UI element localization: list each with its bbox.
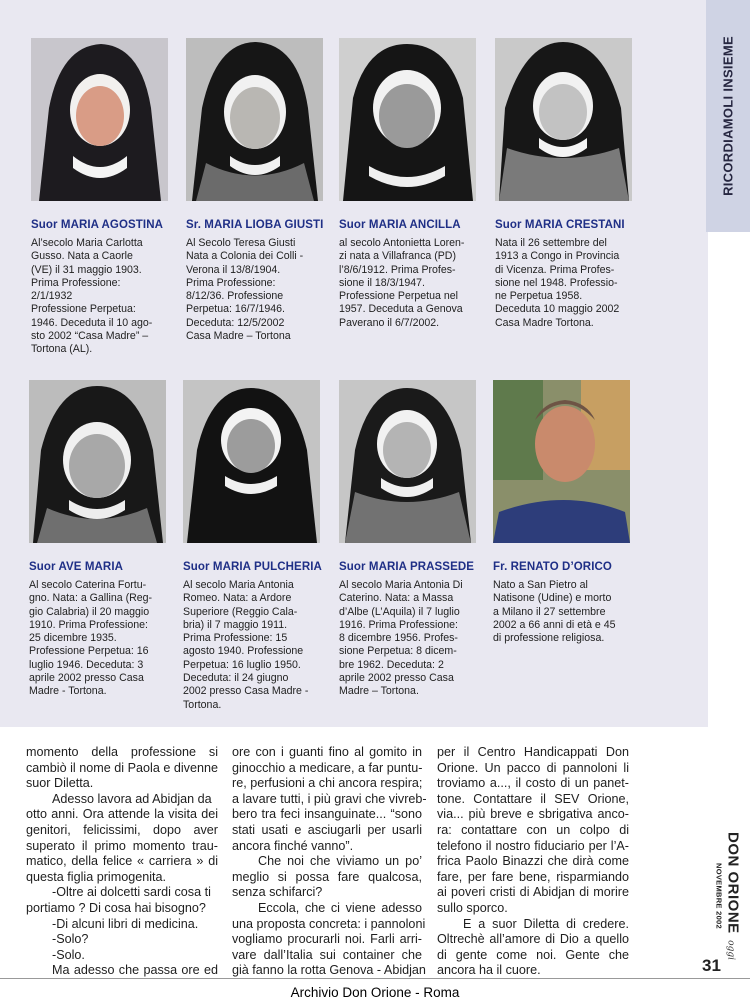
bio-line: d’Albe (L’Aquila) il 7 luglio (339, 605, 460, 618)
bio-line: luglio 1946. Deceduta: 3 (29, 658, 144, 671)
sister-bio-6 (183, 579, 308, 712)
bio-line: al secolo Antonietta Loren- (339, 237, 465, 249)
portrait-nun-4 (495, 38, 632, 201)
article-line: fare, per fare bene, risparmiando (437, 869, 629, 884)
bio-line: Nata a Colonia dei Colli - (186, 250, 304, 263)
bio-line: agosto 1940. Professione (183, 645, 304, 658)
article-line: di gente come noi. Gente che (437, 947, 629, 962)
bio-line: 2002 presso Casa Madre - (183, 685, 309, 698)
bio-line: Al Secolo Teresa Giusti (186, 237, 296, 249)
bio-line: bre 1962. Deceduta: 2 (339, 658, 444, 671)
article-line: Che noi che viviamo un po’ (258, 854, 422, 869)
article-line: già fanno la rotta Genova - Abidjan (232, 963, 426, 978)
bio-line: a Milano il 27 settembre (493, 605, 606, 618)
bio-line: 25 dicembre 1935. (29, 632, 117, 645)
sister-bio-4 (495, 237, 619, 330)
sister-name-1: Suor MARIA AGOSTINA (31, 219, 164, 231)
bio-line: Deceduta 10 maggio 2002 (495, 303, 620, 316)
bio-line: bria) il 7 maggio 1911. (183, 618, 288, 631)
article-line: superato il primo momento trau- (26, 838, 218, 853)
bio-line: Nato a San Pietro al (493, 579, 588, 591)
article-line: frica Paolo Binazzi che dirà come (437, 854, 629, 869)
bio-line: Al secolo Maria Antonia Di (339, 579, 463, 591)
bio-line: aprile 2002 presso Casa (29, 672, 144, 685)
article-line: vare dall’Italia sui container che (232, 947, 422, 962)
bio-line: Perpetua: 16/7/1946. (186, 303, 285, 316)
bio-line: di Vicenza. Prima Profes- (495, 263, 615, 276)
bio-line: Prima Professione: (186, 276, 276, 289)
article-line: stati usati e asciugarli per usarli (232, 822, 422, 837)
brother-bio (493, 579, 616, 645)
magazine-title: DON ORIONE (724, 832, 742, 934)
bio-line: sione il 18/3/1947. (339, 276, 425, 289)
bio-line: Madre – Tortona. (339, 685, 419, 698)
bio-line: sione Perpetua: 8 dicem- (339, 645, 457, 658)
sister-bio-5 (29, 579, 152, 699)
bio-line: Verona il 13/8/1904. (186, 263, 281, 276)
article-line: momento della professione si (26, 745, 218, 759)
bio-line: Prima Professione: 15 (183, 632, 288, 645)
article-line: matico, della felice « carriera » di (26, 854, 218, 869)
article-column-1 (26, 745, 218, 979)
bio-line: 8 dicembre 1956. Profes- (339, 632, 458, 645)
sister-bio-7 (339, 579, 463, 699)
bio-line: 2002 a 66 anni di età e 45 (493, 618, 616, 631)
bio-line: Tortona (AL). (31, 343, 93, 356)
portrait-nun-7 (339, 380, 476, 543)
article-line: ra: contattare con un colpo di (437, 822, 629, 837)
bio-line: gno. Nata: a Gallina (Reg- (29, 592, 153, 605)
article-line: cambiò il nome di Paola e divenne (26, 760, 218, 775)
bio-line: Romeo. Nata: a Ardore (183, 592, 292, 605)
bio-line: Nata il 26 settembre del (495, 237, 607, 249)
article-line: -Solo. (52, 947, 85, 962)
bio-line: 1946. Deceduta il 10 ago- (31, 316, 153, 329)
article-line: ancora ha il cuore. (437, 963, 541, 978)
bio-line: 1957. Deceduta a Genova (339, 303, 463, 316)
portrait-nun-5 (29, 380, 166, 543)
article-line: troviamo a..., il costo di un panet- (437, 776, 629, 791)
article-line: -Solo? (52, 932, 89, 947)
bio-line: Tortona. (183, 698, 222, 711)
article-line: per il Centro Handicappati Don (437, 745, 629, 759)
portrait-nun-3 (339, 38, 476, 201)
magazine-subtitle: oggi (725, 940, 736, 960)
article-line: re, perfusioni a chi ancora respira; (232, 776, 423, 791)
bio-line: sto 2002 “Casa Madre” – (31, 330, 149, 343)
article-line: ancora finché vanno”. (232, 838, 354, 853)
brother-name: Fr. RENATO D’ORICO (493, 561, 612, 573)
bio-line: Paverano il 6/7/2002. (339, 316, 440, 329)
bio-line: di professione religiosa. (493, 632, 605, 645)
article-line: -Oltre ai dolcetti sardi cosa ti (52, 885, 211, 900)
bio-line: ne Perpetua 1958. (495, 290, 583, 303)
article-line: una proposta concreta: i pannoloni (232, 916, 426, 931)
article-line: a lavare tutti, i più gravi che vivreb- (232, 791, 427, 806)
bio-line: Perpetua: 16 luglio 1950. (183, 658, 301, 671)
bio-line: 8/12/36. Professione (186, 290, 284, 303)
magazine-issue: NOVEMBRE 2002 (714, 862, 724, 929)
article-column-2 (232, 745, 427, 979)
article-line: -Di alcuni libri di medicina. (52, 916, 199, 931)
bio-line: Madre - Tortona. (29, 685, 107, 698)
article-line: tone. Contattare il SEV Orione, (437, 791, 629, 806)
portrait-nun-2 (186, 38, 323, 201)
bio-line: 1916. Prima Professione: (339, 618, 458, 631)
bio-line: Caterino. Nata: a Massa (339, 592, 454, 605)
section-label: RICORDIAMOLI INSIEME (720, 36, 736, 196)
article-line: Orione. Un pacco di pannoloni li (437, 760, 629, 775)
sister-name-6: Suor MARIA PULCHERIA (183, 561, 322, 573)
section-tab (706, 0, 750, 232)
sister-name-7: Suor MARIA PRASSEDE (339, 561, 475, 573)
portrait-nun-1 (31, 38, 168, 201)
sister-name-4: Suor MARIA CRESTANI (495, 219, 625, 231)
article-line: suor Diletta. (26, 776, 94, 791)
bio-line: 2/1/1932 (31, 290, 73, 303)
bio-line: Professione Perpetua: 16 (29, 645, 149, 658)
sister-name-5: Suor AVE MARIA (29, 561, 124, 573)
article-line: bero tra feci insanguinate... “sono (232, 807, 422, 822)
bio-line: Professione Perpetua: (31, 303, 136, 316)
article-line: via... più breve e sbrigativa anco- (437, 807, 629, 822)
article-line: ai poveri cristi di Abidjan di morire (437, 885, 629, 900)
bio-line: sione nel 1948. Professio- (495, 276, 618, 289)
bio-line: aprile 2002 presso Casa (339, 672, 454, 685)
page-number: 31 (702, 956, 721, 975)
sister-bio-1 (31, 237, 152, 357)
article-line: E a suor Diletta di credere. (463, 916, 629, 931)
article-line: genitori, felicissimi, dopo aver (26, 822, 218, 837)
bio-line: Gusso. Nata a Caorle (31, 250, 133, 263)
bio-line: Deceduta: il 24 giugno (183, 672, 289, 685)
article-line: sullo sporco. (437, 900, 508, 915)
sister-bio-2 (186, 237, 303, 343)
bio-line: Deceduta: 12/5/2002 (186, 316, 285, 329)
article-line: ginocchio a medicare, a far puntu- (232, 760, 423, 775)
bio-line: zi nata a Villafranca (PD) (339, 250, 456, 263)
bio-line: Natisone (Udine) e morto (493, 592, 612, 605)
bio-line: Al secolo Caterina Fortu- (29, 579, 147, 591)
bio-line: Prima Professione: (31, 276, 121, 289)
bio-line: Casa Madre – Tortona (186, 330, 291, 343)
archive-footer (0, 978, 750, 1008)
magazine-masthead (706, 832, 750, 960)
article-line: telefono il nostro fiduciario per l’A- (437, 838, 629, 853)
portrait-man (493, 380, 630, 543)
footer-text: Archivio Don Orione - Roma (290, 985, 460, 1000)
article-column-3 (437, 745, 629, 979)
article-line: vogliamo procurarli noi. Farli arri- (232, 932, 422, 947)
article-line: otto anni. Ora attende la visita dei (26, 807, 218, 822)
article-line: ore con i guanti fino al gomito in (232, 745, 422, 759)
bio-line: 1910. Prima Professione: (29, 618, 148, 631)
portrait-nun-6 (183, 380, 320, 543)
article-line: Adesso lavora ad Abidjan da (52, 791, 212, 806)
article-line: questa figlia primogenita. (26, 869, 167, 884)
bio-line: Al’secolo Maria Carlotta (31, 237, 143, 249)
bio-line: gio Calabria) il 20 maggio (29, 605, 150, 618)
article-line: Eccola, che ci viene adesso (258, 900, 422, 915)
article-line: Oltrechè all’amore di Dio a quello (437, 932, 629, 947)
article-line: meglio si possa fare qualcosa, (232, 869, 422, 884)
article-line: portiamo ? Di cosa hai bisogno? (26, 900, 206, 915)
bio-line: l’8/6/1912. Prima Profes- (339, 263, 456, 276)
article-line: Ma adesso che passa ore ed (52, 963, 218, 978)
article-line: senza schifarci? (232, 885, 323, 900)
sister-bio-3 (339, 237, 464, 330)
bio-line: 1913 a Congo in Provincia (495, 250, 620, 263)
bio-line: (VE) il 31 maggio 1903. (31, 263, 142, 276)
sister-name-2: Sr. MARIA LIOBA GIUSTI (186, 219, 324, 231)
bio-line: Casa Madre Tortona. (495, 316, 594, 329)
bio-line: Superiore (Reggio Cala- (183, 605, 298, 618)
bio-line: Al secolo Maria Antonia (183, 579, 294, 591)
sister-name-3: Suor MARIA ANCILLA (339, 219, 461, 231)
bio-line: Professione Perpetua nel (339, 290, 458, 303)
